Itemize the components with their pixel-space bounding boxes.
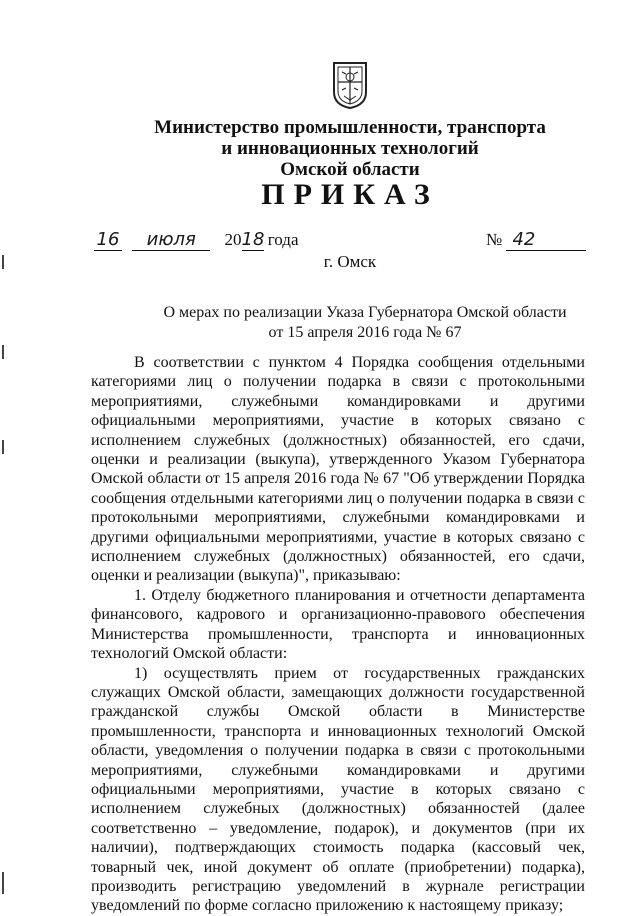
subject-line-2: от 15 апреля 2016 года № 67: [268, 324, 462, 341]
document-subject: [0, 303, 640, 343]
date-year-prefix: 20: [224, 230, 242, 249]
scan-margin-mark: [2, 345, 4, 359]
coat-of-arms-emblem: [330, 60, 370, 110]
number-value: 42: [506, 229, 586, 251]
date-day: 16: [94, 229, 122, 251]
document-number: [486, 229, 586, 251]
body-paragraph-preamble: В соответствии с пунктом 4 Порядка сообщения отдельными категориями лиц о получении подарка в связи с протокольными мероприятиями, служебными командировками и другими официальными мероприятиями, участие в которых связано с исполнением служебных (должностных) обязанностей, его сдачи, оценки и реализации (выкупа), утвержденного Указом Губернатора Омской области от 15 апреля 2016 года № 67 "Об утверждении Порядка сообщения отдельными категориями лиц о получении подарка в связи с протокольными мероприятиями, служебными командировками и другими официальными мероприятиями, участие в которых связано с исполнением служебных (должностных) обязанностей, его сдачи, оценки и реализации (выкупа)", приказываю:: [91, 354, 585, 585]
date-year-suffix: 18: [241, 229, 265, 250]
ministry-name: [0, 117, 640, 180]
number-label: №: [486, 230, 503, 249]
document-body: [91, 353, 585, 916]
document-type-title: ПРИКАЗ: [261, 178, 439, 211]
subject-line-1: О мерах по реализации Указа Губернатора Омской области: [163, 304, 567, 321]
ministry-line-3: Омской области: [280, 159, 420, 180]
city-name: г. Омск: [323, 252, 377, 271]
body-paragraph-subitem-1: 1) осуществлять прием от государственных гражданских служащих Омской области, замещающих должности государственной гражданской службы Омской области в Министерстве промышленности, транспорта и инновационных технологий Омской области, уведомления о получении подарка в связи с протокольными мероприятиями, служебными командировками и другими официальными мероприятиями, участие в которых связано с исполнением служебных (должностных) обязанностей (далее соответственно – уведомление, подарок), и документов (при их наличии), подтверждающих стоимость подарка (кассовый чек, товарный чек, иной документ об оплате (приобретении) подарка), производить регистрацию уведомлений в журнале регистрации уведомлений по форме согласно приложению к настоящему приказу;: [91, 664, 585, 915]
ministry-line-2: и инновационных технологий: [221, 138, 479, 159]
scan-margin-mark: [2, 872, 4, 894]
scan-margin-mark: [2, 440, 4, 454]
date-month: июля: [132, 229, 210, 251]
body-paragraph-item-1: 1. Отделу бюджетного планирования и отчетности департамента финансового, кадрового и организационно-правового обеспечения Министерства промышленности, транспорта и инновационных технологий Омской области:: [91, 586, 585, 663]
ministry-line-1: Министерство промышленности, транспорта: [154, 117, 546, 138]
document-date: [94, 229, 299, 251]
date-year-word: года: [267, 230, 299, 249]
